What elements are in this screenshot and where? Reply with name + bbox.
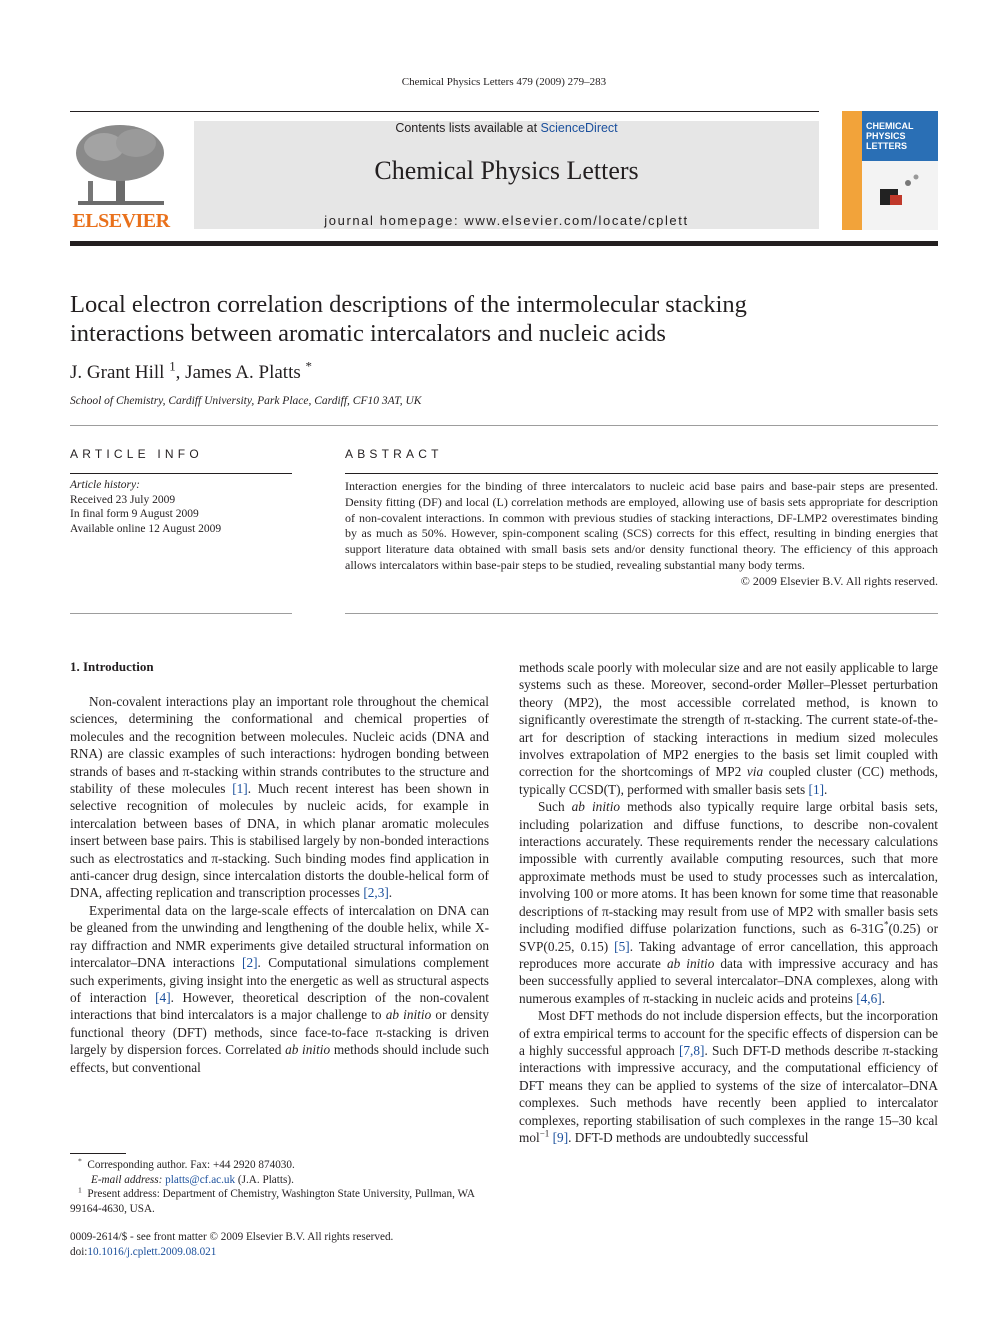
footnote-rule [70, 1153, 126, 1154]
author-platts: James A. Platts [185, 362, 301, 383]
elsevier-wordmark: ELSEVIER [72, 210, 170, 232]
issn-line: 0009-2614/$ - see front matter © 2009 Elsevier B.V. All rights reserved. [70, 1231, 394, 1243]
journal-homepage[interactable]: journal homepage: www.elsevier.com/locate/cplett [324, 213, 689, 228]
ref-5[interactable]: [5] [614, 938, 630, 954]
info-bottom-rule [70, 613, 292, 614]
footnote-corresponding: * Corresponding author. Fax: +44 2920 874030. [78, 1156, 295, 1171]
ref-4-6[interactable]: [4,6] [856, 990, 882, 1006]
footnote-email: E-mail address: platts@cf.ac.uk (J.A. Platts). [91, 1173, 294, 1186]
abstract-heading: ABSTRACT [345, 447, 443, 461]
doi-link[interactable]: 10.1016/j.cplett.2009.08.021 [87, 1245, 217, 1258]
abstract-text: Interaction energies for the binding of three intercalators to nucleic acid base pairs and base-pair steps are presented. Density fitting (DF) and local (L) correlation methods are employed, allowing use of basis sets appropriate for description of non-covalent interactions. In common with previous studies of stacking interactions, DF-LMP2 overestimates binding by as much as 50%. However, spin-component scaling (SCS) corrects for this effect, resulting in binding energies that support literature data obtained with small basis sets and/or density functional theory. The efficiency of this approach allows intercalators within base-pair steps to be studied, revealing substantial many body terms. © 2009 Elsevier B.V. All rights reserved. [345, 479, 938, 588]
header-rule [70, 111, 819, 112]
article-info-heading: ARTICLE INFO [70, 447, 203, 461]
corresponding-mark[interactable]: * [305, 358, 312, 374]
abstract-bottom-rule [345, 613, 938, 614]
footnotes [70, 1158, 489, 1216]
footnote-present-address: $^1$ Present address: Department of Chemistry, Washington State University, Pullman, WA 99164-4630, USA. [70, 1185, 475, 1215]
author-hill: J. Grant Hill [70, 362, 165, 383]
author-list: J. Grant Hill $^1$, James A. Platts * [70, 358, 312, 383]
left-column [70, 693, 489, 1076]
contents-line [194, 121, 819, 135]
right-column [519, 659, 938, 1146]
affiliation: School of Chemistry, Cardiff University, Park Place, Cardiff, CF10 3AT, UK [70, 395, 422, 407]
ref-1[interactable]: [1] [808, 781, 825, 797]
email-link[interactable]: platts@cf.ac.uk [165, 1173, 236, 1186]
article-history: Article history: Received 23 July 2009 In final form 9 August 2009 Available online 12 August 2009 [70, 479, 222, 535]
journal-cover-image [842, 111, 938, 230]
journal-name: Chemical Physics Letters [374, 156, 639, 185]
issn-doi [70, 1230, 490, 1259]
header-thick-rule [70, 241, 938, 246]
paragraph: Non-covalent interactions play an important role throughout the chemical sciences, determining the conformational and chemical properties of molecules and the recognition between molecules. Nucleic acids (DNA and RNA) are classic examples of such interactions: hydrogen bonding between strands of bases and π-stacking within strands contributes to the structure and stability of these molecules [1]. Much recent interest has been shown in selective recognition of molecules by nucleic acids, for example in intercalation between bases of DNA, in which planar aromatic molecules insert between base pairs. This is stabilised largely by non-bonded interactions such as electrostatics and π-stacking. Such binding modes find application in anti-cancer drug design, since intercalation distorts the double-helical form of DNA, affecting replication and transcription processes [2,3]. [70, 694, 489, 901]
ref-7-8[interactable]: [7,8] [678, 1042, 705, 1058]
paragraph: Experimental data on the large-scale effects of intercalation on DNA can be gleaned from the unwinding and lengthening of the double helix, while X-ray diffraction and NMR experiments give detailed structural information on intercalator–DNA interactions [2]. Computational simulations complement such experiments, giving insight into the energetic as well as structural aspects of interaction [4]. However, theoretical description of the non-covalent interactions that bind intercalators is a major challenge to ab initio or density functional theory (DFT) methods, since face-to-face π-stacking is driven largely by dispersion forces. Correlated ab initio methods should include such effects, but conventional [70, 902, 489, 1075]
article-title: Local electron correlation descriptions of the intermolecular stacking interactions between aromatic intercalators and nucleic acids [70, 291, 747, 347]
author-footnote-mark[interactable]: 1 [169, 358, 176, 374]
paragraph: Such ab initio methods also typically require large orbital basis sets, including polarization and diffuse functions, to describe non-covalent interactions accurately. These requirements render the necessary calculations impossible with currently available computing resources, such that more approximate methods must be used to study processes such as intercalation, involving 100 or more atoms. It has been known for some time that reasonable descriptions of π-stacking may result from use of MP2 with smaller basis sets including modified diffuse polarization functions, such as 6-31G*(0.25) or SVP(0.25, 0.15) [5]. Taking advantage of error cancellation, this approach reproduces more accurate ab initio data with impressive accuracy and has been successfully applied to several intercalator–DNA complexes, along with numerous examples of π-stacking in nucleic acids and proteins [4,6]. [519, 799, 939, 1006]
info-rule [70, 473, 292, 474]
section-rule [70, 425, 938, 426]
sciencedirect-link[interactable]: ScienceDirect [540, 121, 618, 135]
paragraph: Most DFT methods do not include dispersion effects, but the incorporation of extra empirical terms to account for the specific effects of dispersion can be a highly successful approach [7,8]. Such DFT-D methods describe π-stacking interactions with impressive accuracy, and the computational efficiency of DFT means they can be applied to systems of the size of intercalator–DNA complexes. Such methods have recently been applied to intercalator complexes, reporting stabilisation of such complexes in the range 15–30 kcal mol$^{-1}$ [9]. DFT-D methods are undoubtedly successful [519, 1008, 938, 1145]
ref-9[interactable]: [9] [552, 1129, 569, 1145]
paragraph: methods scale poorly with molecular size and are not easily applicable to large systems such as these. Moreover, second-order Møller–Plesset perturbation theory (MP2), the most accessible correlated method, is known to significantly overestimate the strength of π-stacking. The current state-of-the-art for description of stacking interactions in medium sized molecules involves extrapolation of MP2 energies to the basis set limit coupled with correction for the shortcomings of MP2 via coupled cluster (CC) methods, typically CCSD(T), performed with smaller basis sets [1]. [519, 660, 939, 797]
ref-1[interactable]: [1] [232, 781, 248, 797]
introduction-heading: 1. Introduction [70, 659, 154, 674]
abstract-copyright: © 2009 Elsevier B.V. All rights reserved. [740, 573, 938, 588]
journal-citation: Chemical Physics Letters 479 (2009) 279–283 [401, 76, 607, 88]
cover-title: CHEMICAL PHYSICS LETTERS [866, 121, 914, 151]
abstract-rule [345, 473, 938, 474]
doi-line: doi:10.1016/j.cplett.2009.08.021 [70, 1245, 217, 1258]
ref-2[interactable]: [2] [242, 955, 258, 971]
ref-4[interactable]: [4] [155, 989, 171, 1005]
contents-prefix: Contents lists available at [395, 121, 541, 135]
ref-2-3[interactable]: [2,3] [363, 885, 389, 901]
